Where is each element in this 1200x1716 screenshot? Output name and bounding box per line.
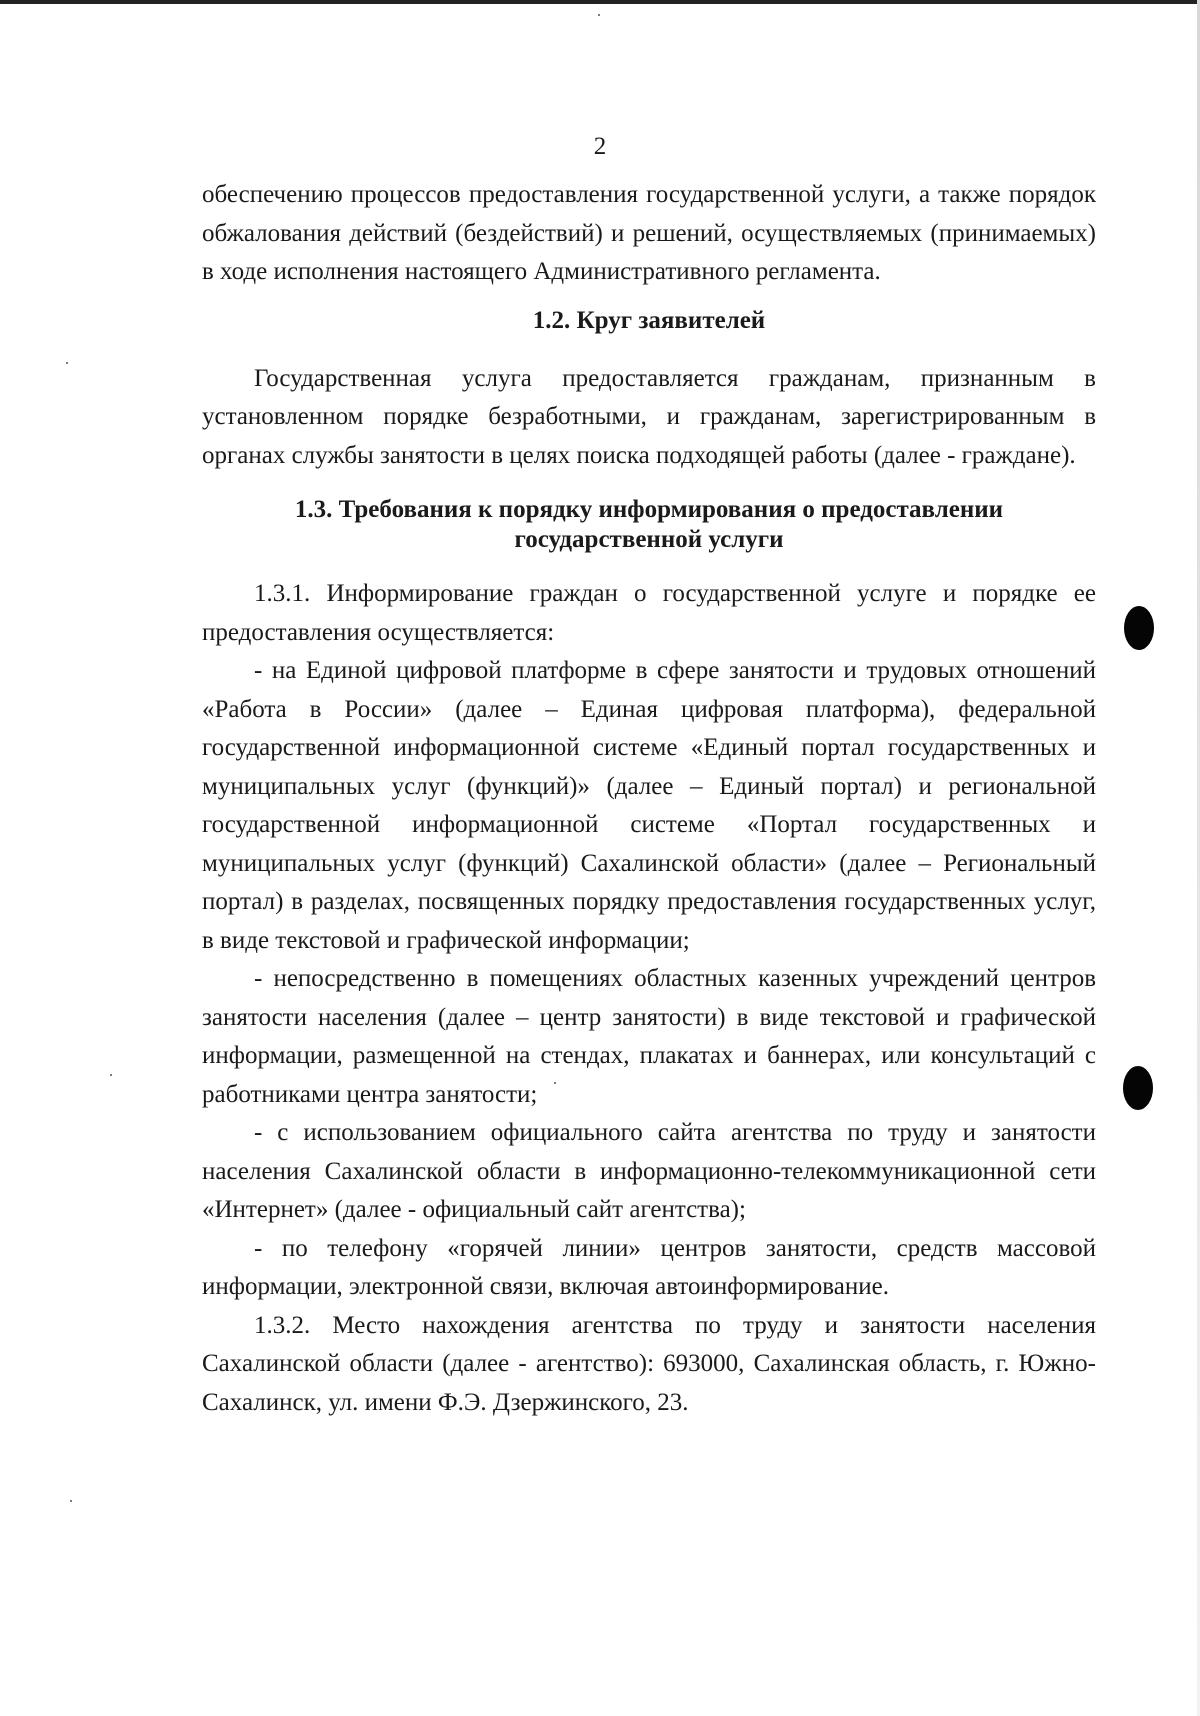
intro-paragraph: обеспечению процессов предоставления государственной услуги, а также порядок обжалования действий (бездействий) и решений, осуществляемых (принимаемых) в ходе исполнения настоящего Административного регламента.	[202, 181, 1096, 285]
section-heading-1-3	[202, 495, 1096, 555]
punch-hole	[1124, 606, 1154, 650]
paragraph-1-3-2: 1.3.2. Место нахождения агентства по труду и занятости населения Сахалинской области (далее - агентство): 693000, Сахалинская область, г. Южно-Сахалинск, ул. имени Ф.Э. Дзержинского, 23.	[202, 1311, 1096, 1416]
section-heading-1-3-line2: государственной услуги	[514, 526, 784, 553]
section-heading-1-2: 1.2. Круг заявителей	[532, 306, 766, 334]
list-item-premises: - непосредственно в помещениях областных казенных учреждений центров занятости населения (далее – центр занятости) в виде текстовой и графической информации, размещенной на стендах, плакатах и баннерах, или консультаций с работниками центра занятости;	[202, 965, 1096, 1108]
scan-top-edge	[0, 0, 1200, 4]
paragraph-1-3-1: 1.3.1. Информирование граждан о государственной услуге и порядке ее предоставления осуществляется:	[202, 580, 1096, 646]
scan-speck	[70, 1500, 72, 1502]
page-number: 2	[593, 133, 607, 160]
list-item-website: - с использованием официального сайта агентства по труду и занятости населения Сахалинской области в информационно-телекоммуникационной сети «Интернет» (далее - официальный сайт агентства);	[202, 1119, 1096, 1223]
list-item-platforms: - на Единой цифровой платформе в сфере занятости и трудовых отношений «Работа в России» (далее – Единая цифровая платформа), федеральной государственной информационной системе «Единый портал государственных и муниципальных услуг (функций)» (далее – Единый портал) и региональной государственной информационной системе «Портал государственных и муниципальных услуг (функций) Сахалинской области» (далее – Региональный портал) в разделах, посвященных порядку предоставления государственных услуг, в виде текстовой и графической информации;	[202, 657, 1096, 954]
punch-hole	[1123, 1066, 1153, 1110]
scan-speck	[598, 14, 600, 16]
scan-speck	[110, 1074, 112, 1076]
scan-speck	[66, 362, 68, 364]
paragraph-applicants: Государственная услуга предоставляется гражданам, признанным в установленном порядке безработными, и гражданам, зарегистрированным в органах службы занятости в целях поиска подходящей работы (далее - граждане).	[202, 364, 1096, 469]
section-heading-1-3-line1: 1.3. Требования к порядку информирования о предоставлении	[294, 496, 1004, 523]
list-item-hotline: - по телефону «горячей линии» центров занятости, средств массовой информации, электронной связи, включая автоинформирование.	[202, 1234, 1096, 1300]
document-body	[202, 176, 1096, 1422]
